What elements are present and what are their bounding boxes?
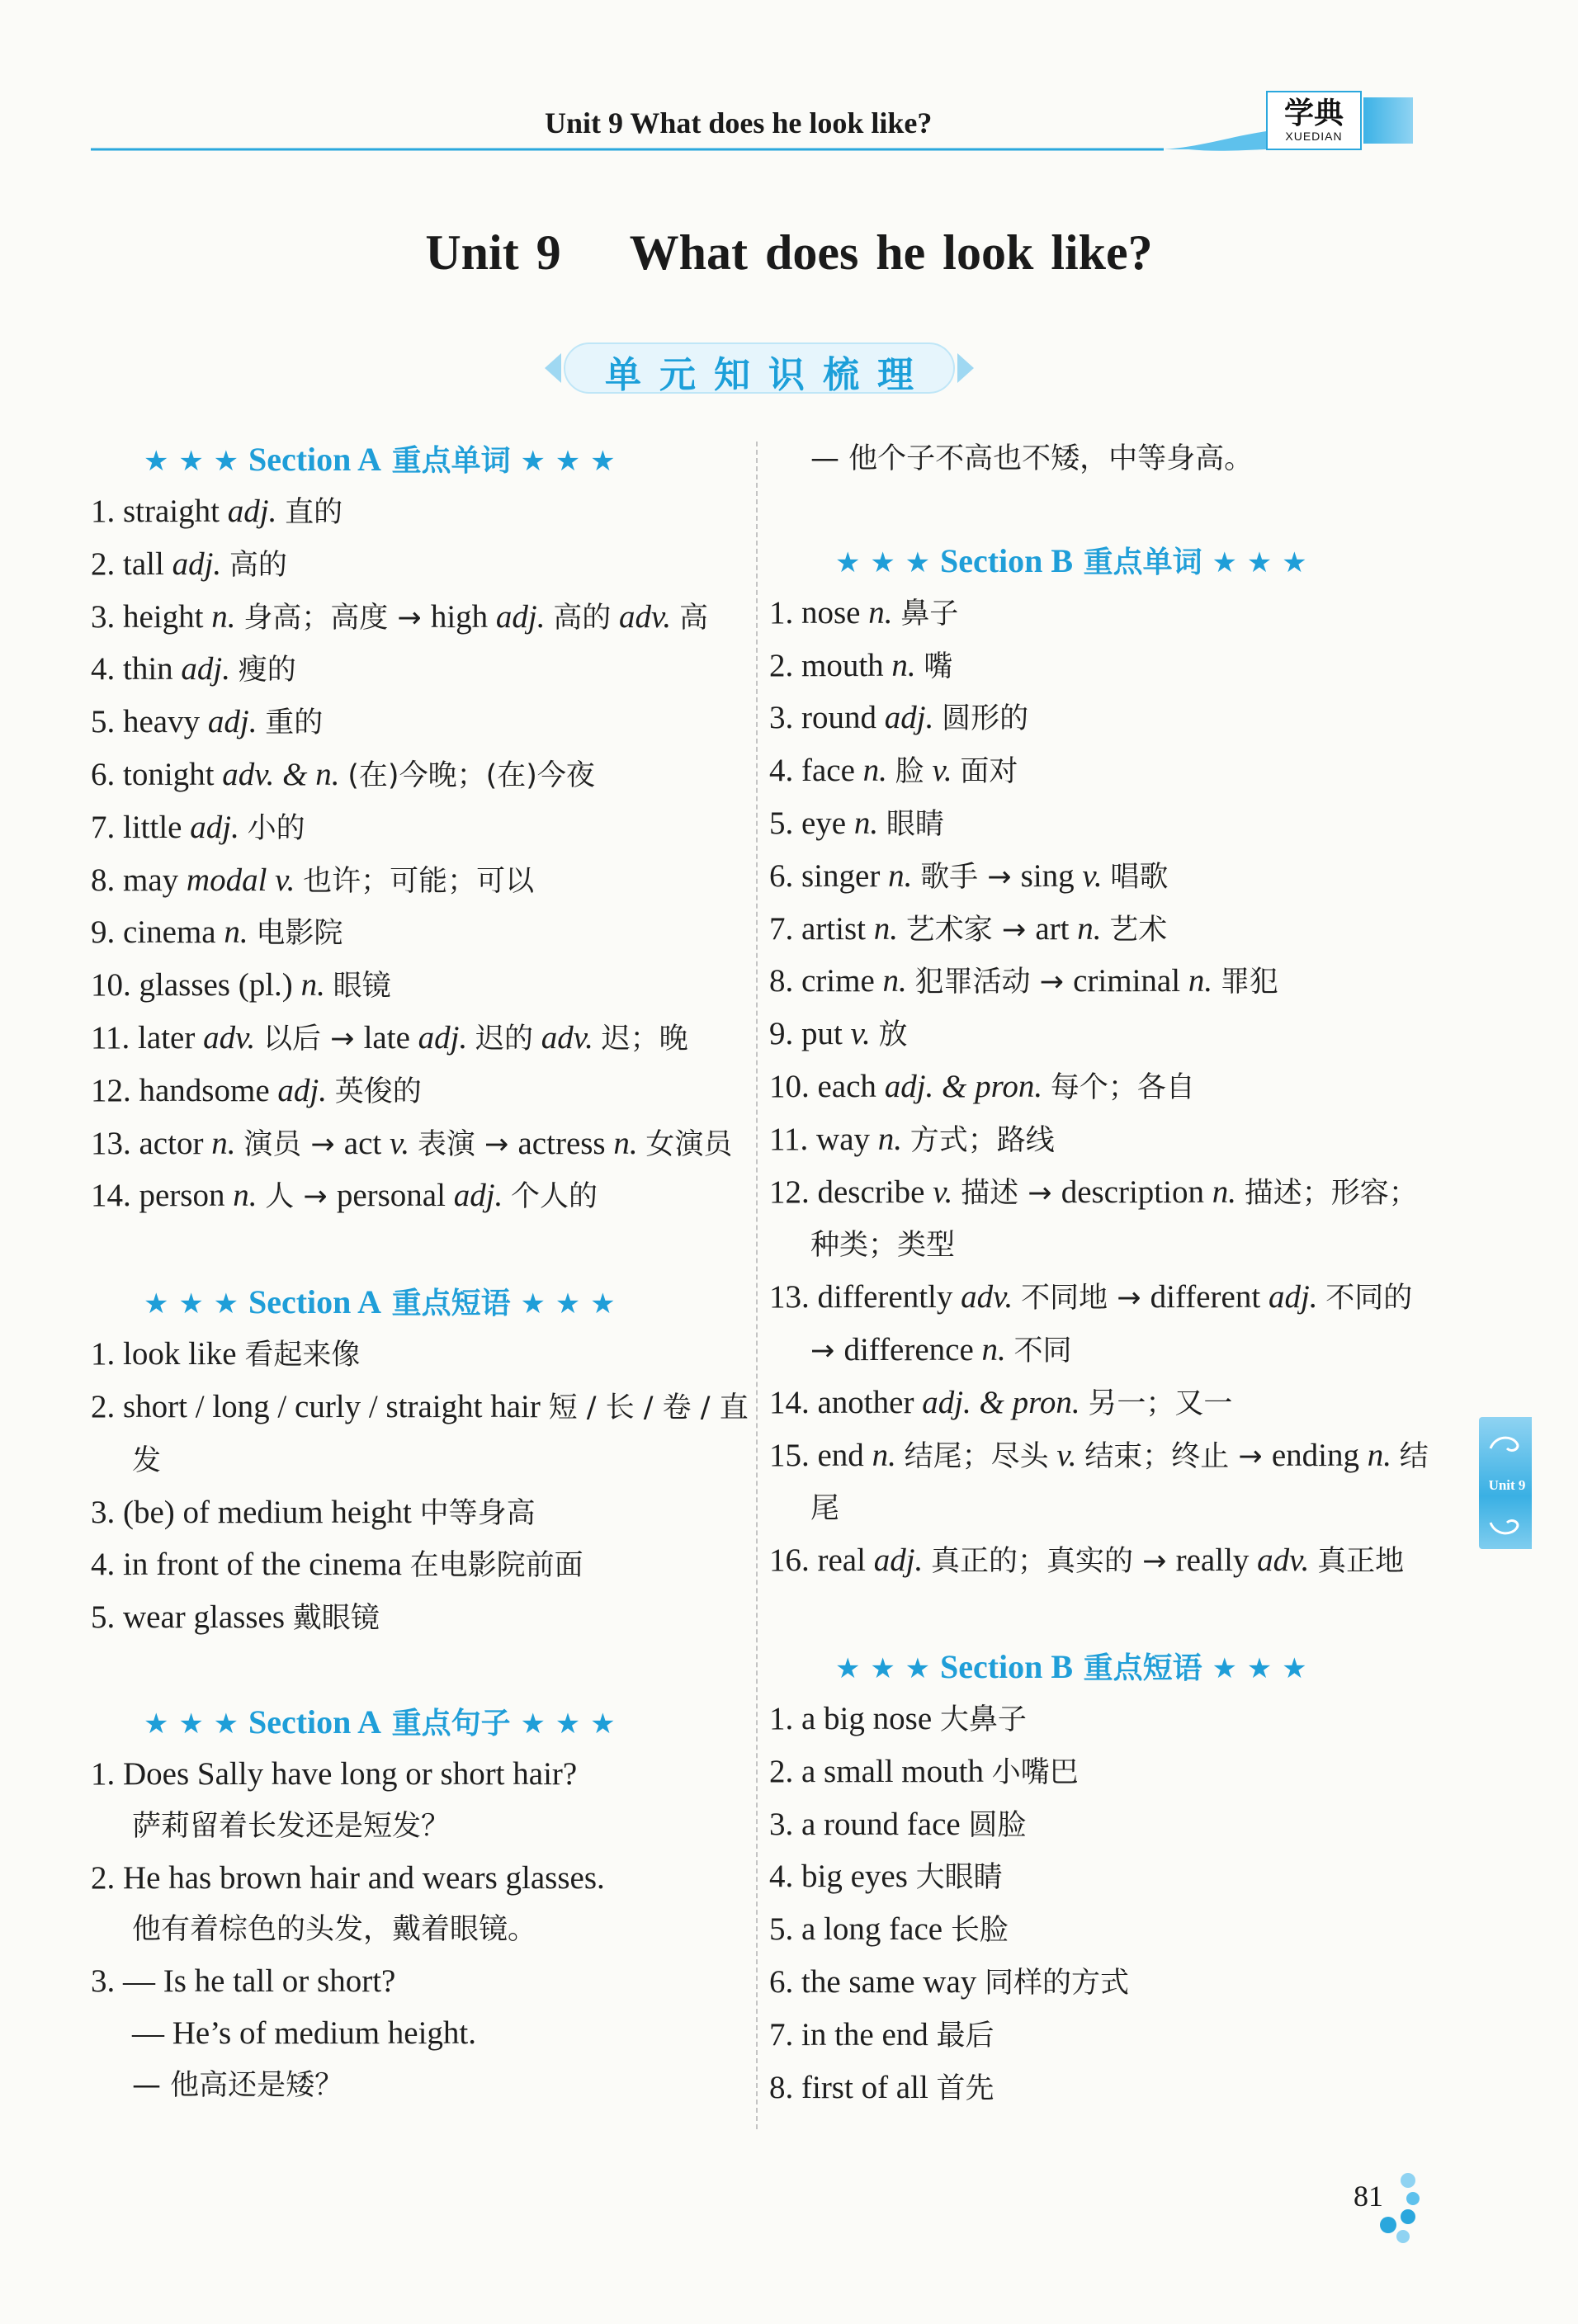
sentence-line: — 他个子不高也不矮，中等身高。	[810, 442, 1254, 475]
side-tab-label: Unit 9	[1488, 1477, 1526, 1493]
list-item: 16. real adj. 真正的；真实的 → really adv. 真正地	[769, 1542, 1405, 1579]
list-item: 9. cinema n. 电影院	[91, 914, 343, 951]
list-item: 10. each adj. & pron. 每个；各自	[769, 1068, 1195, 1104]
page-title: Unit 9 What does he look like?	[425, 225, 1153, 280]
right-column	[769, 433, 1429, 2114]
list-item: 15. end n. 结尾；尽头 v. 结束；终止 → ending n. 结尾	[769, 1437, 1429, 1526]
list-item: 2. mouth n. 嘴	[769, 647, 953, 683]
logo-strip	[1363, 97, 1413, 144]
list-item: 2. tall adj. 高的	[91, 546, 287, 582]
list-item: 11. later adv. 以后 → late adj. 迟的 adv. 迟；晚	[91, 1019, 688, 1056]
list-item: 8. may modal v. 也许；可能；可以	[91, 862, 535, 898]
list-item: 3. a round face 圆脸	[769, 1806, 1027, 1842]
logo-english: XUEDIAN	[1285, 130, 1343, 143]
section-b-phrases-list	[769, 1693, 1429, 2114]
list-item: 3. round adj. 圆形的	[769, 700, 1029, 736]
list-item: 7. little adj. 小的	[91, 809, 305, 845]
section-a-sentences-continued	[769, 433, 1429, 485]
star-icon: ★ ★ ★	[1202, 546, 1307, 579]
section-b-phrases-heading: ★ ★ ★ Section B 重点短语 ★ ★ ★	[835, 1647, 1307, 1685]
list-item: 5. a long face 长脸	[769, 1911, 1009, 1948]
star-icon: ★ ★ ★	[510, 445, 616, 478]
section-a-sentences-heading: ★ ★ ★ Section A 重点句子 ★ ★ ★	[144, 1703, 616, 1741]
star-icon: ★ ★ ★	[1202, 1651, 1307, 1685]
list-item: 7. artist n. 艺术家 → art n. 艺术	[769, 910, 1168, 947]
column-divider	[756, 442, 758, 2129]
star-icon: ★ ★ ★	[835, 1651, 940, 1685]
list-item: 13. differently adv. 不同地 → different adj. 不同的 → difference n. 不同	[769, 1279, 1413, 1367]
sentence-line: 他有着棕色的头发，戴着眼镜。	[132, 1913, 537, 1947]
left-column	[91, 433, 751, 2112]
list-item: 1. a big nose 大鼻子	[769, 1700, 1027, 1736]
list-item: 5. wear glasses 戴眼镜	[91, 1599, 380, 1636]
list-item: 14. another adj. & pron. 另一；又一	[769, 1384, 1233, 1420]
list-item: 4. face n. 脸 v. 面对	[769, 753, 1018, 789]
list-item: 1. look like 看起来像	[91, 1336, 361, 1372]
running-header: Unit 9 What does he look like?	[545, 106, 933, 139]
list-item: 4. in front of the cinema 在电影院前面	[91, 1547, 583, 1583]
sentence-line: — He’s of medium height.	[132, 2015, 477, 2051]
list-item: 3. height n. 身高；高度 → high adj. 高的 adv. 高	[91, 598, 708, 635]
list-item: 8. first of all 首先	[769, 2069, 995, 2105]
list-item: 10. glasses (pl.) n. 眼镜	[91, 967, 391, 1004]
star-icon: ★ ★ ★	[144, 1287, 248, 1321]
list-item: 5. heavy adj. 重的	[91, 704, 324, 740]
section-b-words-heading: ★ ★ ★ Section B 重点单词 ★ ★ ★	[835, 541, 1307, 579]
section-a-words-list	[91, 486, 751, 1223]
section-b-words-list	[769, 588, 1429, 1588]
star-icon: ★ ★ ★	[510, 1707, 616, 1741]
list-item: 6. the same way 同样的方式	[769, 1963, 1130, 2000]
star-icon: ★ ★ ★	[510, 1287, 616, 1321]
list-item: 4. big eyes 大眼睛	[769, 1859, 1003, 1895]
list-item: 12. describe v. 描述 → description n. 描述；形容；种类；类型	[769, 1174, 1418, 1263]
list-item: 11. way n. 方式；路线	[769, 1121, 1055, 1157]
banner-title: 单元知识梳理	[605, 354, 932, 396]
list-item: 1. straight adj. 直的	[91, 494, 343, 529]
list-item: 2. short / long / curly / straight hair 短 / 长 / 卷 / 直发	[91, 1388, 749, 1477]
star-icon: ★ ★ ★	[835, 546, 940, 579]
sentence-line: 1. Does Sally have long or short hair?	[91, 1755, 578, 1792]
list-item: 8. crime n. 犯罪活动 → criminal n. 罪犯	[769, 963, 1278, 999]
sentence-line: — 他高还是矮？	[132, 2068, 344, 2102]
swirl-icon	[1487, 1432, 1524, 1457]
list-item: 9. put v. 放	[769, 1016, 908, 1052]
list-item: 6. singer n. 歌手 → sing v. 唱歌	[769, 857, 1169, 894]
list-item: 14. person n. 人 → personal adj. 个人的	[91, 1178, 598, 1214]
section-a-words-heading: ★ ★ ★ Section A 重点单词 ★ ★ ★	[144, 441, 616, 478]
sentence-line: 萨莉留着长发还是短发？	[132, 1809, 451, 1843]
section-a-phrases-heading: ★ ★ ★ Section A 重点短语 ★ ★ ★	[144, 1283, 616, 1321]
list-item: 5. eye n. 眼睛	[769, 805, 944, 841]
section-a-phrases-list	[91, 1329, 751, 1645]
list-item: 6. tonight adv. & n. (在)今晚；(在)今夜	[91, 756, 595, 792]
list-item: 2. a small mouth 小嘴巴	[769, 1753, 1079, 1789]
star-icon: ★ ★ ★	[144, 1707, 248, 1741]
section-a-sentences-list	[91, 1749, 751, 2112]
list-item: 12. handsome adj. 英俊的	[91, 1072, 422, 1108]
list-item: 7. in the end 最后	[769, 2016, 995, 2052]
list-item: 1. nose n. 鼻子	[769, 594, 959, 631]
swirl-icon	[1487, 1514, 1524, 1539]
publisher-logo	[1266, 91, 1362, 150]
sentence-line: 3. — Is he tall or short?	[91, 1963, 396, 2000]
sentence-line: 2. He has brown hair and wears glasses.	[91, 1859, 605, 1896]
list-item: 13. actor n. 演员 → act v. 表演 → actress n. 女演员	[91, 1125, 733, 1161]
list-item: 3. (be) of medium height 中等身高	[91, 1494, 536, 1530]
star-icon: ★ ★ ★	[144, 445, 248, 478]
page-number: 81	[1354, 2180, 1383, 2213]
list-item: 4. thin adj. 瘦的	[91, 651, 296, 687]
logo-chinese: 学典	[1283, 97, 1344, 130]
